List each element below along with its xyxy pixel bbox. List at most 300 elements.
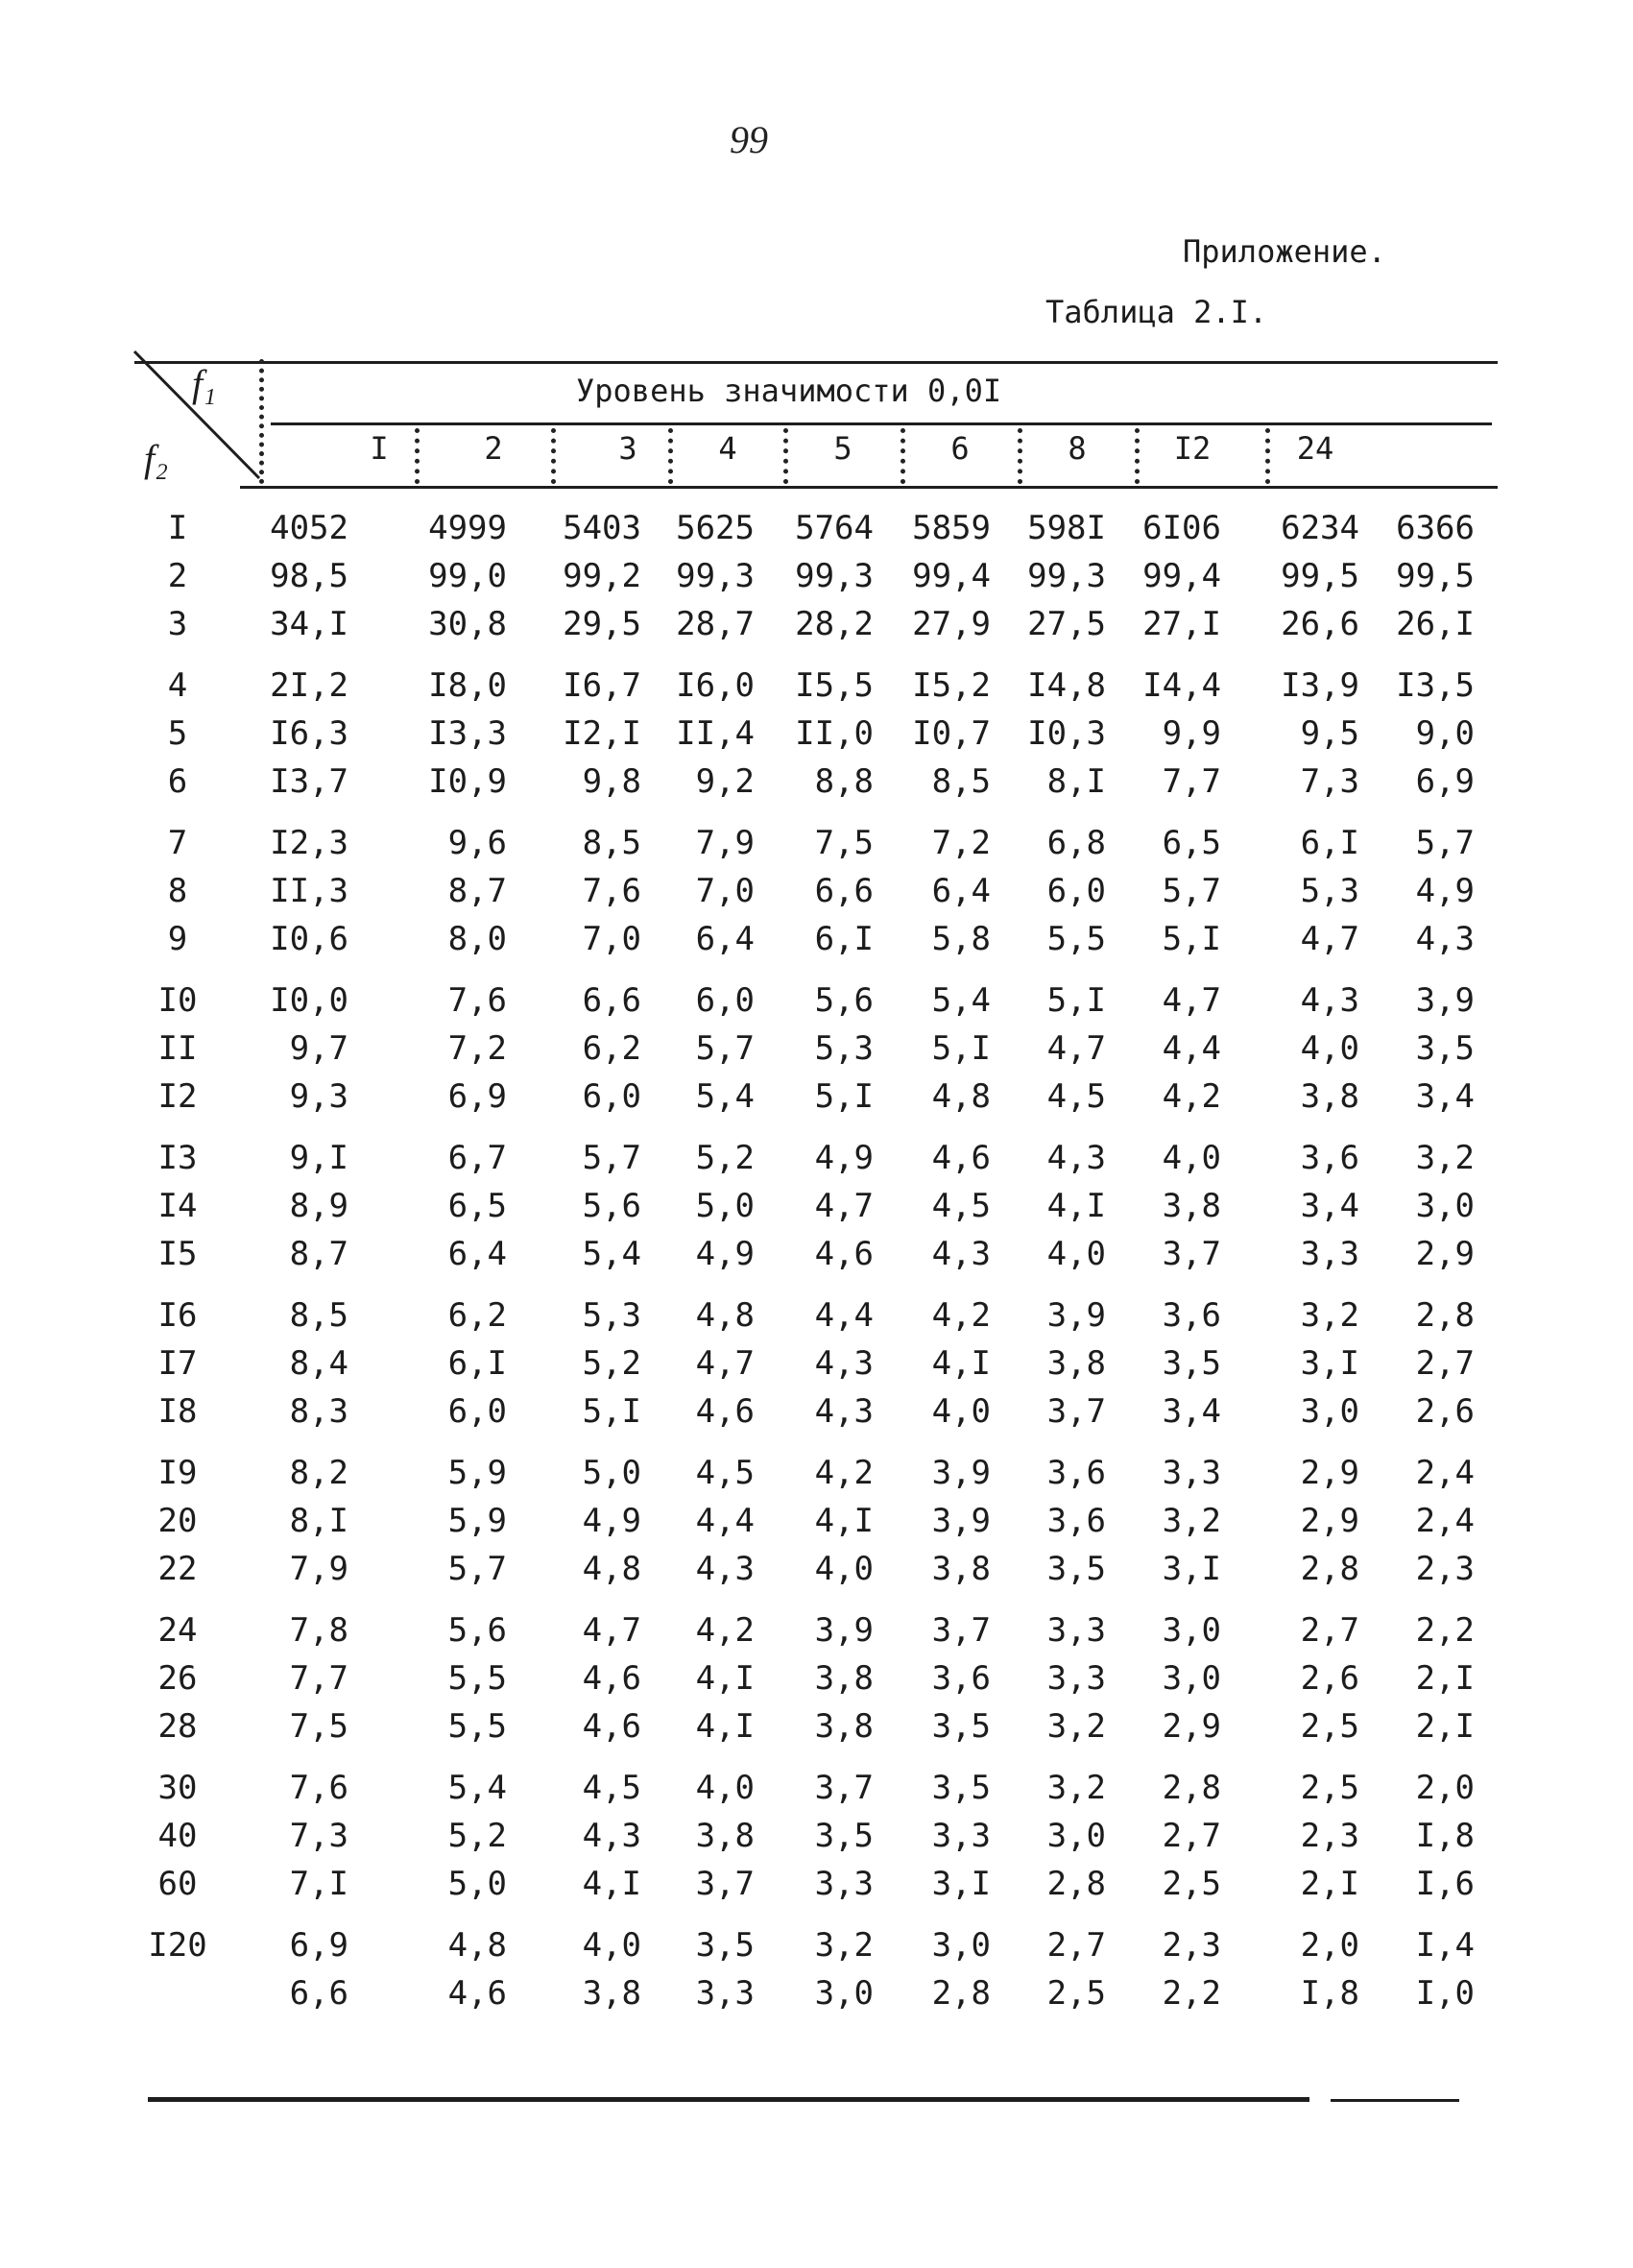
table-cell: 9,0 [1415,714,1475,753]
table-cell: 6,0 [582,1077,641,1116]
table-cell: 4,6 [814,1235,874,1273]
table-cell: 6,5 [447,1187,507,1225]
table-cell: II,4 [676,714,755,753]
row-f2-label: I9 [157,1454,198,1492]
table-cell: 3,5 [931,1707,991,1746]
table-cell: 4,8 [931,1077,991,1116]
table-cell: 3,0 [1046,1817,1106,1855]
table-cell: 3,8 [931,1550,991,1588]
table-cell: 2I,2 [270,666,348,705]
table-cell: 6,6 [814,872,874,910]
table-cell: 3,6 [1046,1502,1106,1540]
table-cell: 5,2 [695,1139,755,1177]
table-cell: 5,3 [814,1029,874,1068]
table-cell: 28,7 [676,605,755,643]
table-cell: I3,9 [1281,666,1359,705]
table-cell: 2,8 [1046,1865,1106,1903]
table-cell: 3,0 [1300,1392,1359,1431]
table-cell: 3,5 [695,1926,755,1965]
table-cell: 2,0 [1415,1769,1475,1807]
table-cell: 3,5 [814,1817,874,1855]
table-cell: 3,2 [1046,1707,1106,1746]
table-cell: I3,7 [270,762,348,801]
table-cell: 6,I [447,1344,507,1383]
row-f2-label: 5 [167,714,188,753]
table-cell: 3,9 [814,1611,874,1650]
table-cell: 3,9 [1046,1296,1106,1335]
header-separator [783,428,788,484]
table-cell: 6366 [1396,509,1475,547]
table-cell: 2,5 [1162,1865,1221,1903]
table-cell: 5,5 [1046,920,1106,958]
table-cell: 7,0 [582,920,641,958]
table-cell: 3,3 [814,1865,874,1903]
table-cell: 5403 [563,509,641,547]
table-cell: I5,2 [912,666,991,705]
table-cell: 99,5 [1396,557,1475,595]
row-f2-label: 22 [157,1550,198,1588]
table-cell: 6,6 [582,981,641,1020]
table-cell: 7,7 [289,1659,348,1698]
header-separator [259,359,264,484]
table-cell: 8,5 [289,1296,348,1335]
table-cell: 4,3 [814,1392,874,1431]
table-cell: 4,2 [931,1296,991,1335]
f1-axis-label: f₁ [192,362,217,405]
table-cell: 3,3 [1046,1611,1106,1650]
table-cell: 9,9 [1162,714,1221,753]
table-cell: 4,5 [931,1187,991,1225]
table-cell: 2,4 [1415,1454,1475,1492]
table-cell: 3,I [1162,1550,1221,1588]
table-cell: 5,7 [695,1029,755,1068]
table-cell: I,8 [1300,1974,1359,2013]
row-f2-label: 40 [157,1817,198,1855]
table-cell: 99,4 [1142,557,1221,595]
table-cell: 9,2 [695,762,755,801]
table-cell: 2,4 [1415,1502,1475,1540]
table-cell: 30,8 [428,605,507,643]
table-cell: 7,I [289,1865,348,1903]
row-f2-label: 3 [167,605,188,643]
table-cell: 4,9 [582,1502,641,1540]
table-cell: 3,4 [1162,1392,1221,1431]
table-cell: 6,9 [447,1077,507,1116]
table-cell: 3,3 [1046,1659,1106,1698]
table-cell: 7,9 [289,1550,348,1588]
table-cell: 7,6 [447,981,507,1020]
table-cell: 6,2 [447,1296,507,1335]
table-cell: 5,4 [931,981,991,1020]
table-cell: 7,9 [695,824,755,862]
table-cell: 7,7 [1162,762,1221,801]
table-cell: 3,8 [814,1659,874,1698]
table-cell: 4,I [814,1502,874,1540]
table-cell: 2,8 [1162,1769,1221,1807]
table-cell: 3,2 [1162,1502,1221,1540]
table-cell: 4,6 [695,1392,755,1431]
table-cell: 4,I [1046,1187,1106,1225]
table-cell: 4,6 [582,1707,641,1746]
table-cell: 99,5 [1281,557,1359,595]
table-cell: 5,3 [1300,872,1359,910]
table-cell: 4,7 [582,1611,641,1650]
table-cell: 4,3 [1300,981,1359,1020]
table-cell: 2,I [1415,1659,1475,1698]
table-cell: 3,9 [1415,981,1475,1020]
table-cell: 3,2 [1300,1296,1359,1335]
table-cell: 3,7 [931,1611,991,1650]
table-top-rule [134,361,1498,364]
table-cell: 5,3 [582,1296,641,1335]
header-separator [1018,428,1022,484]
table-cell: 99,3 [676,557,755,595]
table-cell: I0,9 [428,762,507,801]
table-cell: 8,4 [289,1344,348,1383]
row-f2-label: 24 [157,1611,198,1650]
table-cell: 4,0 [695,1769,755,1807]
table-cell: 26,6 [1281,605,1359,643]
table-cell: 4,5 [695,1454,755,1492]
table-cell: 4,5 [1046,1077,1106,1116]
table-cell: 5764 [795,509,874,547]
table-cell: I4,8 [1027,666,1106,705]
table-cell: 5,I [1046,981,1106,1020]
table-cell: I6,0 [676,666,755,705]
table-cell: 29,5 [563,605,641,643]
table-cell: 8,2 [289,1454,348,1492]
table-cell: 7,8 [289,1611,348,1650]
table-cell: 3,5 [1415,1029,1475,1068]
table-cell: 5,7 [447,1550,507,1588]
table-cell: 3,3 [931,1817,991,1855]
table-cell: 99,4 [912,557,991,595]
column-header: 4 [718,430,737,467]
row-f2-label: I [167,509,188,547]
table-cell: 6,4 [447,1235,507,1273]
table-cell: 2,8 [931,1974,991,2013]
table-cell: 2,8 [1300,1550,1359,1588]
table-cell: 3,0 [1162,1611,1221,1650]
table-cell: 4,4 [814,1296,874,1335]
row-f2-label: I6 [157,1296,198,1335]
significance-header: Уровень значимости 0,0I [576,373,1002,409]
table-cell: 5859 [912,509,991,547]
table-cell: 4,7 [1046,1029,1106,1068]
row-f2-label: 20 [157,1502,198,1540]
table-cell: 34,I [270,605,348,643]
table-cell: I,4 [1415,1926,1475,1965]
table-cell: I6,7 [563,666,641,705]
table-cell: 2,5 [1300,1769,1359,1807]
appendix-label: Приложение. [1183,233,1386,270]
table-cell: 6,9 [289,1926,348,1965]
table-cell: 4,7 [814,1187,874,1225]
table-cell: 2,3 [1162,1926,1221,1965]
table-cell: 5,I [1162,920,1221,958]
table-cell: 28,2 [795,605,874,643]
table-cell: 8,0 [447,920,507,958]
table-cell: 2,9 [1300,1502,1359,1540]
header-separator [1265,428,1270,484]
table-cell: 6,6 [289,1974,348,2013]
table-cell: 5,7 [1415,824,1475,862]
table-cell: 2,0 [1300,1926,1359,1965]
table-cell: 6,4 [695,920,755,958]
table-cell: 3,3 [695,1974,755,2013]
table-cell: 7,3 [289,1817,348,1855]
row-f2-label: I20 [148,1926,207,1965]
table-cell: 3,7 [1046,1392,1106,1431]
table-cell: 3,8 [695,1817,755,1855]
table-cell: 3,5 [1162,1344,1221,1383]
table-cell: 9,8 [582,762,641,801]
table-cell: 4999 [428,509,507,547]
table-cell: I4,4 [1142,666,1221,705]
table-cell: 27,I [1142,605,1221,643]
row-f2-label: I2 [157,1077,198,1116]
table-cell: 5,6 [582,1187,641,1225]
table-cell: 2,5 [1046,1974,1106,2013]
row-f2-label: II [157,1029,198,1068]
table-cell: 5,9 [447,1454,507,1492]
table-cell: 99,3 [1027,557,1106,595]
table-cell: 4,4 [695,1502,755,1540]
table-cell: 4,3 [1415,920,1475,958]
table-cell: 98,5 [270,557,348,595]
table-cell: 4,8 [582,1550,641,1588]
table-cell: 8,I [289,1502,348,1540]
table-cell: 5,4 [447,1769,507,1807]
table-cell: 8,5 [582,824,641,862]
column-header: 8 [1068,430,1087,467]
column-header: 6 [950,430,970,467]
table-cell: 4,0 [931,1392,991,1431]
table-cell: 7,5 [289,1707,348,1746]
table-cell: 5,I [582,1392,641,1431]
table-cell: I6,3 [270,714,348,753]
table-cell: 6I06 [1142,509,1221,547]
header-separator [668,428,673,484]
table-cell: I2,I [563,714,641,753]
header-separator [551,428,556,484]
table-cell: 3,9 [931,1454,991,1492]
table-cell: I5,5 [795,666,874,705]
table-cell: 3,0 [814,1974,874,2013]
table-cell: 4,I [931,1344,991,1383]
table-cell: 5,6 [447,1611,507,1650]
f2-axis-label: f₂ [144,437,169,480]
table-cell: 3,5 [931,1769,991,1807]
row-f2-label: I8 [157,1392,198,1431]
table-cell: 3,2 [1046,1769,1106,1807]
table-cell: 5,6 [814,981,874,1020]
table-cell: I2,3 [270,824,348,862]
column-header: 3 [618,430,637,467]
table-cell: 5,7 [1162,872,1221,910]
table-cell: 4,0 [1046,1235,1106,1273]
table-cell: I3,5 [1396,666,1475,705]
row-f2-label: I4 [157,1187,198,1225]
table-cell: 2,9 [1162,1707,1221,1746]
row-f2-label: I5 [157,1235,198,1273]
table-cell: 3,4 [1300,1187,1359,1225]
column-header: I2 [1173,430,1212,467]
table-cell: 3,8 [1046,1344,1106,1383]
row-f2-label: 2 [167,557,188,595]
table-cell: 2,5 [1300,1707,1359,1746]
row-f2-label: 8 [167,872,188,910]
table-cell: 3,0 [1415,1187,1475,1225]
table-cell: 5,I [931,1029,991,1068]
table-cell: 2,3 [1300,1817,1359,1855]
table-cell: 4,0 [582,1926,641,1965]
table-cell: 6,I [814,920,874,958]
table-cell: I,6 [1415,1865,1475,1903]
table-cell: 8,5 [931,762,991,801]
table-cell: 4,I [695,1659,755,1698]
table-cell: 4,3 [1046,1139,1106,1177]
row-f2-label: 4 [167,666,188,705]
table-cell: 5,7 [582,1139,641,1177]
header-bottom-rule [240,486,1498,489]
table-cell: 4,9 [814,1139,874,1177]
table-cell: 4,0 [1162,1139,1221,1177]
table-cell: 8,9 [289,1187,348,1225]
table-cell: 5,0 [695,1187,755,1225]
table-cell: 4,7 [1300,920,1359,958]
table-cell: 4,6 [582,1659,641,1698]
table-cell: I,0 [1415,1974,1475,2013]
header-separator [415,428,420,484]
table-cell: 7,2 [931,824,991,862]
table-cell: I0,3 [1027,714,1106,753]
table-cell: 4,4 [1162,1029,1221,1068]
table-cell: 6,7 [447,1139,507,1177]
table-cell: 4,8 [695,1296,755,1335]
row-f2-label: I3 [157,1139,198,1177]
table-cell: 8,8 [814,762,874,801]
table-cell: I3,3 [428,714,507,753]
table-cell: 2,3 [1415,1550,1475,1588]
table-bottom-rule [148,2097,1309,2102]
table-cell: 4,7 [695,1344,755,1383]
table-cell: 4,I [695,1707,755,1746]
table-cell: 4,6 [447,1974,507,2013]
table-cell: 6,0 [1046,872,1106,910]
table-cell: 4,3 [695,1550,755,1588]
table-cell: 7,5 [814,824,874,862]
table-cell: 3,8 [1300,1077,1359,1116]
table-cell: 9,3 [289,1077,348,1116]
table-cell: 2,2 [1162,1974,1221,2013]
table-cell: 2,2 [1415,1611,1475,1650]
row-f2-label: 6 [167,762,188,801]
table-cell: 4,6 [931,1139,991,1177]
table-cell: 6,5 [1162,824,1221,862]
table-cell: 2,6 [1300,1659,1359,1698]
table-cell: 5,2 [447,1817,507,1855]
table-cell: 2,7 [1415,1344,1475,1383]
table-cell: 3,6 [1046,1454,1106,1492]
row-f2-label: 28 [157,1707,198,1746]
table-cell: 3,0 [931,1926,991,1965]
table-cell: 3,2 [1415,1139,1475,1177]
table-cell: 3,6 [1162,1296,1221,1335]
table-cell: 5,8 [931,920,991,958]
table-cell: 4,3 [582,1817,641,1855]
table-cell: 5,4 [695,1077,755,1116]
table-cell: 99,3 [795,557,874,595]
table-cell: 7,6 [289,1769,348,1807]
table-cell: 6234 [1281,509,1359,547]
table-cell: 7,3 [1300,762,1359,801]
table-cell: 4,0 [1300,1029,1359,1068]
table-cell: 4,7 [1162,981,1221,1020]
table-cell: 4,9 [695,1235,755,1273]
table-cell: 5,9 [447,1502,507,1540]
table-cell: 4,8 [447,1926,507,1965]
table-cell: 7,6 [582,872,641,910]
table-cell: 2,6 [1415,1392,1475,1431]
table-cell: I0,0 [270,981,348,1020]
table-cell: 6,9 [1415,762,1475,801]
header-mid-rule [271,422,1492,425]
table-cell: 4,3 [814,1344,874,1383]
row-f2-label: I0 [157,981,198,1020]
table-cell: 4,5 [582,1769,641,1807]
table-cell: 5,I [814,1077,874,1116]
table-cell: 5,5 [447,1659,507,1698]
row-f2-label: I7 [157,1344,198,1383]
table-cell: 598I [1027,509,1106,547]
table-cell: 6,8 [1046,824,1106,862]
table-cell: 5,0 [582,1454,641,1492]
table-cell: 3,5 [1046,1550,1106,1588]
table-cell: 8,7 [289,1235,348,1273]
table-cell: 9,I [289,1139,348,1177]
table-cell: I8,0 [428,666,507,705]
table-cell: 3,9 [931,1502,991,1540]
table-cell: 3,2 [814,1926,874,1965]
table-cell: 2,7 [1046,1926,1106,1965]
table-bottom-rule [1331,2099,1459,2102]
table-cell: 3,3 [1300,1235,1359,1273]
table-cell: 9,5 [1300,714,1359,753]
table-cell: 5,2 [582,1344,641,1383]
table-cell: 2,7 [1162,1817,1221,1855]
table-cell: 6,2 [582,1029,641,1068]
table-cell: 99,0 [428,557,507,595]
table-cell: 4,I [582,1865,641,1903]
table-cell: 2,I [1415,1707,1475,1746]
table-cell: 3,6 [1300,1139,1359,1177]
table-cell: 9,7 [289,1029,348,1068]
table-cell: 8,3 [289,1392,348,1431]
table-cell: 3,8 [582,1974,641,2013]
table-cell: 2,9 [1415,1235,1475,1273]
table-cell: 2,I [1300,1865,1359,1903]
row-f2-label: 60 [157,1865,198,1903]
table-cell: 8,7 [447,872,507,910]
table-cell: I0,6 [270,920,348,958]
header-separator [1135,428,1140,484]
table-cell: 6,0 [447,1392,507,1431]
table-cell: 3,8 [814,1707,874,1746]
table-cell: 2,8 [1415,1296,1475,1335]
table-cell: 3,8 [1162,1187,1221,1225]
table-cell: 6,0 [695,981,755,1020]
